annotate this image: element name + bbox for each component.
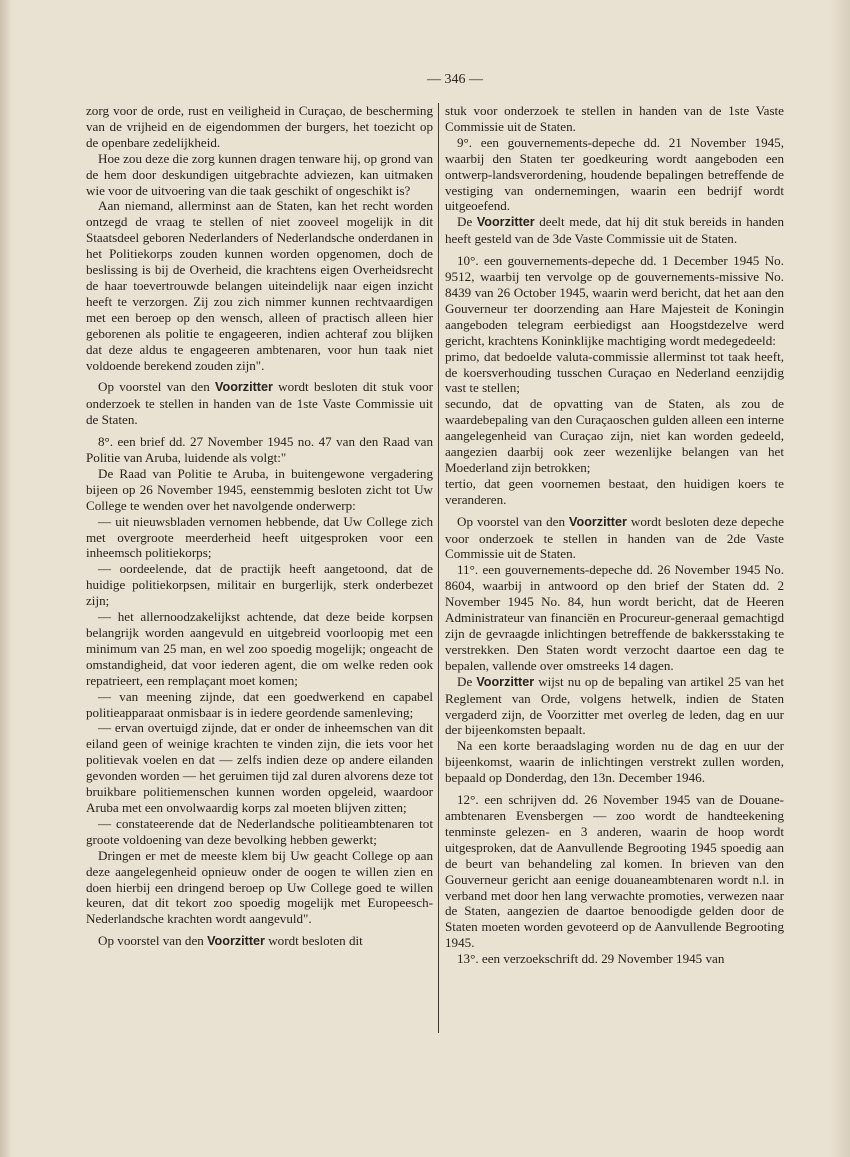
speaker-name: Voorzitter [215, 380, 273, 395]
paragraph [445, 674, 784, 739]
paragraph [86, 379, 433, 428]
paragraph: 13°. een verzoekschrift dd. 29 November 1945 van [457, 951, 725, 967]
paragraph: De Raad van Politie te Aruba, in buitengewone vergadering bijeen op 26 November 1945, eenstemmig besloten zicht tot Uw College te wenden over het navolgende onderwerp: [86, 465, 433, 513]
paragraph-text: De [457, 673, 477, 689]
paragraph-text: De [457, 214, 477, 230]
speaker-name: Voorzitter [476, 215, 535, 230]
paragraph: primo, dat bedoelde valuta-commissie allerminst tot taak heeft, de koersverhouding tusschen Curaçao en Nederland eenzijdig vast te stellen; [445, 348, 784, 396]
page-number: — 346 — [427, 72, 483, 87]
right-column [445, 103, 784, 967]
paragraph-text: Op voorstel van den [98, 379, 216, 395]
paragraph: tertio, dat geen voornemen bestaat, den huidigen koers te veranderen. [445, 475, 784, 507]
paragraph-text: wordt besloten dit [264, 933, 363, 949]
paragraph [445, 214, 784, 247]
paragraph: 9°. een gouvernements-depeche dd. 21 November 1945, waarbij den Staten ter goedkeuring wordt aangeboden een ontwerp-landsverordening, houdende bepalingen betreffende de vestiging van ondernemingen, waarin een bedrijf wordt uitgeoefend. [445, 134, 784, 214]
paragraph: stuk voor onderzoek te stellen in handen van de 1ste Vaste Commissie uit de Staten. [445, 103, 784, 134]
paragraph-text: wordt besloten deze depeche voor onderzoek te stellen in handen van de 2de Vaste Commissie uit de Staten. [445, 513, 784, 562]
paragraph: 8°. een brief dd. 27 November 1945 no. 47 van den Raad van Politie van Aruba, luidende als volgt:" [86, 434, 433, 466]
paragraph-text: Op voorstel van den [457, 513, 570, 529]
page-edge-shadow [830, 0, 850, 1157]
left-column [86, 103, 433, 950]
paragraph: Aan niemand, allerminst aan de Staten, kan het recht worden ontzegd de vraag te stellen of niet zooveel mogelijk in dit Staatsdeel geboren Nederlanders of Nederlandsche onderdanen in het Politiekorps zouden kunnen worden opgenomen, doch de beslissing is bij de Overheid, die krachtens eigen Overheidsrecht de haar toevertrouwde belangen uiteindelijk naar eigen inzicht heeft te verzorgen. Zij zou zich nimmer kunnen rechtvaardigen met een beroep op den wensch, alleen of practisch alleen hier geborenen als politie te engageeren, indien achteraf zou blijken dat deze aldus te engageeren ambtenaren, voor hun taak niet voldoende berekend zouden zijn". [86, 198, 433, 373]
paragraph: — uit nieuwsbladen vernomen hebbende, dat Uw College zich met overgroote meerderheid heeft uitgesproken voor een inheemsch politiekorps; [86, 513, 433, 561]
paragraph: — het allernoodzakelijkst achtende, dat deze beide korpsen belangrijk worden aangevuld en uitgebreid voorloopig met een minimum van 25 man, en wel zoo spoedig mogelijk; ongeacht de omstandigheid, dat voor iederen agent, die om welke reden ook repatrieert, een remplaçant moet komen; [86, 609, 433, 688]
paragraph: — ervan overtuigd zijnde, dat er onder de inheemschen van dit eiland geen of weinige krachten te vinden zijn, die iets voor het politievak voelen en dat — zelfs indien deze op andere eilanden gevonden worden — het geruimen tijd zal duren alvorens deze tot bruikbare politiemenschen kunnen worden opgeleid, waardoor Aruba met een onvolwaardig korps zal moeten blijven zitten; [86, 720, 433, 815]
paragraph [445, 514, 784, 563]
speaker-name: Voorzitter [569, 514, 627, 529]
paragraph-text: wijst nu op de bepaling van artikel 25 van het Reglement van Orde, volgens hetwelk, indien de Staten vergaderd zijn, de Voorzitter met overleg de leden, dag en uur der bijeenkomsten bepaalt. [445, 673, 784, 738]
paragraph: — oordeelende, dat de practijk heeft aangetoond, dat de huidige politiekorpsen, militair en burgerlijk, sterk onderbezet zijn; [86, 561, 433, 609]
paragraph: zorg voor de orde, rust en veiligheid in Curaçao, de bescherming van de vrijheid en de eigendommen der burgers, het toezicht op de openbare zedelijkheid. [86, 103, 433, 150]
paragraph [86, 933, 433, 950]
speaker-name: Voorzitter [476, 674, 535, 689]
paragraph: secundo, dat de opvatting van de Staten, als zou de waardebepaling van den Curaçaoschen gulden alleen een interne aangelegenheid van Curaçao zijn, niet kan worden gedeeld, aangezien daarbij ook zeer wezenlijke belangen van het Moederland zijn betrokken; [445, 396, 784, 475]
speaker-name: Voorzitter [207, 934, 265, 949]
paragraph: 10°. een gouvernements-depeche dd. 1 December 1945 No. 9512, waarbij ten vervolge op de gouvernements-missive No. 8439 van 26 October 1945, waarin werd bericht, dat het aan den Gouverneur ter doorzending aan Hare Majesteit de Koningin aangeboden telegram eerbiedigst aan Hoogstdezelve werd gericht, krachtens Koninklijke machtiging wordt medegedeeld: [445, 253, 784, 348]
page-fold-shadow [0, 0, 12, 1157]
paragraph-text: Op voorstel van den [98, 933, 208, 949]
paragraph: Na een korte beraadslaging worden nu de dag en uur der bijeenkomst, waarin de inlichtingen verstrekt zullen worden, bepaald op Donderdag, den 13n. December 1946. [445, 738, 784, 786]
column-divider [438, 103, 439, 1033]
paragraph: Hoe zou deze die zorg kunnen dragen tenware hij, op grond van de hem door deskundigen uitgebrachte adviezen, kan uitmaken wie voor de uitvoering van die taak geschikt of ongeschikt is? [86, 150, 433, 198]
paragraph-text: wordt besloten dit stuk voor onderzoek te stellen in handen van de 1ste Vaste Commissie uit de Staten. [86, 379, 433, 428]
paragraph-text: deelt mede, dat hij dit stuk bereids in handen heeft gesteld van de 3de Vaste Commissie uit de Staten. [445, 214, 784, 247]
paragraph: — constateerende dat de Nederlandsche politieambtenaren tot groote voldoening van deze bevolking hebben gewerkt; [86, 815, 433, 847]
paragraph: 11°. een gouvernements-depeche dd. 26 November 1945 No. 8604, waarbij in antwoord op den brief der Staten dd. 2 November 1945 No. 84, hun wordt bericht, dat de Heeren Administrateur van financiën en Procureur-generaal gemachtigd zijn de gevraagde inlichtingen betreffende de bakkersstaking te verstrekken. Den Staten wordt verzocht daartoe een dag te bepalen, vallende over omstreeks 14 dagen. [445, 562, 784, 673]
paragraph: Dringen er met de meeste klem bij Uw geacht College op aan deze aangelegenheid opnieuw onder de oogen te willen zien en doen hierbij een dringend beroep op Uw College goed te willen keuren, dat dit tekort zoo spoedig mogelijk met Europeesch-Nederlandsche krachten wordt aangevuld". [86, 847, 433, 927]
paragraph: — van meening zijnde, dat een goedwerkend en capabel politieapparaat onmisbaar is in iedere geordende samenleving; [86, 688, 433, 720]
paragraph: 12°. een schrijven dd. 26 November 1945 van de Douane-ambtenaren Evensbergen — zoo wordt de handteekening tenminste gelezen- en 3 anderen, waarin de hoop wordt uitgesproken, dat de Aanvullende Begrooting 1945 spoedig aan de beurt van behandeling zal komen. In brieven van den Gouverneur gericht aan eenige douaneambtenaren wordt n.l. in verband met door hen lang verwachte promoties, verwezen naar de Staten, aangezien de daartoe benoodigde gelden door de Staten moeten worden gevoteerd op de Aanvullende Begrooting 1945. [445, 792, 784, 951]
